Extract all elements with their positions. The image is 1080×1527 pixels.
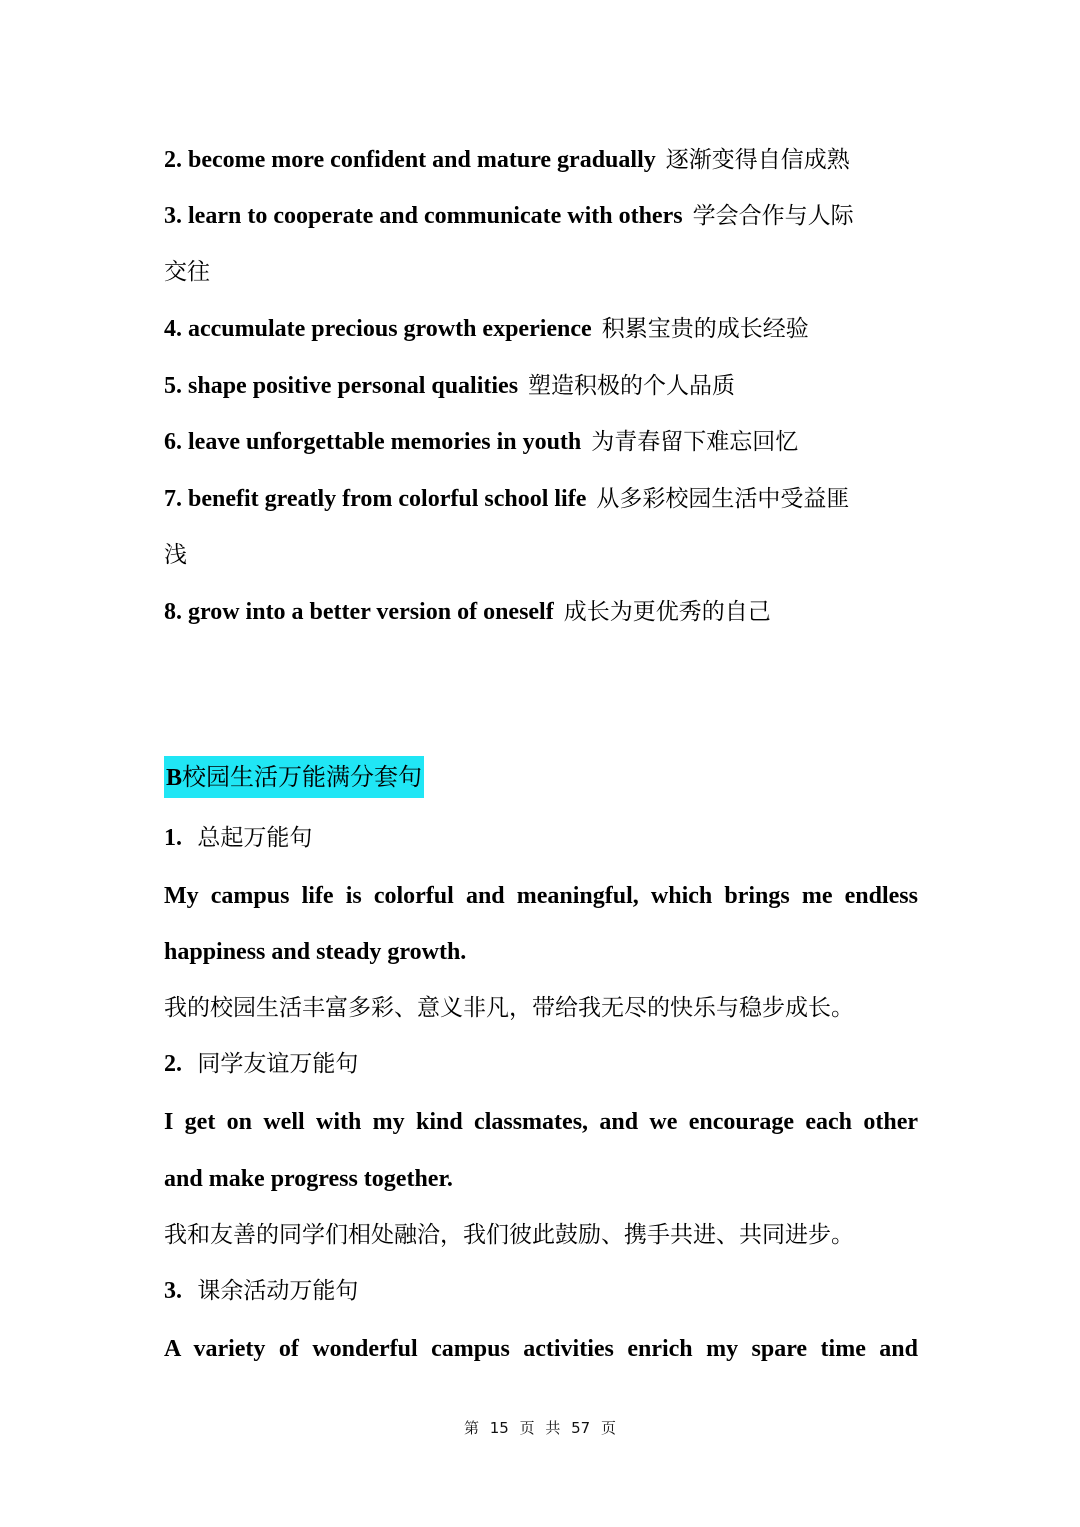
item-2-title: 同学友谊万能句 <box>197 1051 359 1077</box>
item-3-header <box>164 1276 918 1306</box>
phrase-2 <box>164 145 918 175</box>
section-heading <box>164 756 424 798</box>
phrase-4-zh: 积累宝贵的成长经验 <box>601 316 809 342</box>
item-3-en-line1: A variety of wonderful campus activities enrich my spare time and <box>164 1336 918 1362</box>
phrase-7-zh: 从多彩校园生活中受益匪 <box>596 486 850 512</box>
item-1-number: 1. <box>164 825 182 851</box>
phrase-7-continuation: 浅 <box>164 542 187 568</box>
item-2-header <box>164 1049 918 1079</box>
phrase-2-en: 2. become more confident and mature gradually <box>164 147 656 173</box>
item-2-en-line1: I get on well with my kind classmates, and we encourage each other <box>164 1109 918 1135</box>
phrase-2-zh: 逐渐变得自信成熟 <box>665 147 850 173</box>
phrase-6-en: 6. leave unforgettable memories in youth <box>164 429 582 455</box>
section-letter: B <box>166 765 183 791</box>
phrase-8 <box>164 597 918 627</box>
phrase-4-en: 4. accumulate precious growth experience <box>164 316 592 342</box>
item-2-number: 2. <box>164 1051 182 1077</box>
phrase-6-zh: 为青春留下难忘回忆 <box>591 429 799 455</box>
phrase-5-en: 5. shape positive personal qualities <box>164 373 519 399</box>
phrase-3 <box>164 201 918 231</box>
item-2-en-line2: and make progress together. <box>164 1166 453 1192</box>
item-3-number: 3. <box>164 1278 182 1304</box>
item-1-en-line2: happiness and steady growth. <box>164 939 467 965</box>
item-3-title: 课余活动万能句 <box>197 1278 359 1304</box>
phrase-6 <box>164 427 918 457</box>
phrase-4 <box>164 314 918 344</box>
phrase-7 <box>164 484 918 514</box>
item-1-en-line1: My campus life is colorful and meaningful, which brings me endless <box>164 883 918 909</box>
section-title: 校园生活万能满分套句 <box>182 763 423 791</box>
item-1-zh: 我的校园生活丰富多彩、意义非凡，带给我无尽的快乐与稳步成长。 <box>164 995 854 1021</box>
phrase-5-zh: 塑造积极的个人品质 <box>528 373 736 399</box>
phrase-5 <box>164 371 918 401</box>
phrase-8-zh: 成长为更优秀的自己 <box>563 599 771 625</box>
phrase-3-continuation: 交往 <box>164 259 210 285</box>
item-1-header <box>164 823 918 853</box>
phrase-3-zh: 学会合作与人际 <box>692 203 854 229</box>
page-footer: 第 15 页 共 57 页 <box>463 1419 616 1437</box>
item-2-zh: 我和友善的同学们相处融洽，我们彼此鼓励、携手共进、共同进步。 <box>164 1222 854 1248</box>
item-1-title: 总起万能句 <box>197 825 313 851</box>
phrase-8-en: 8. grow into a better version of oneself <box>164 599 554 625</box>
phrase-7-en: 7. benefit greatly from colorful school life <box>164 486 587 512</box>
phrase-3-en: 3. learn to cooperate and communicate with others <box>164 203 683 229</box>
